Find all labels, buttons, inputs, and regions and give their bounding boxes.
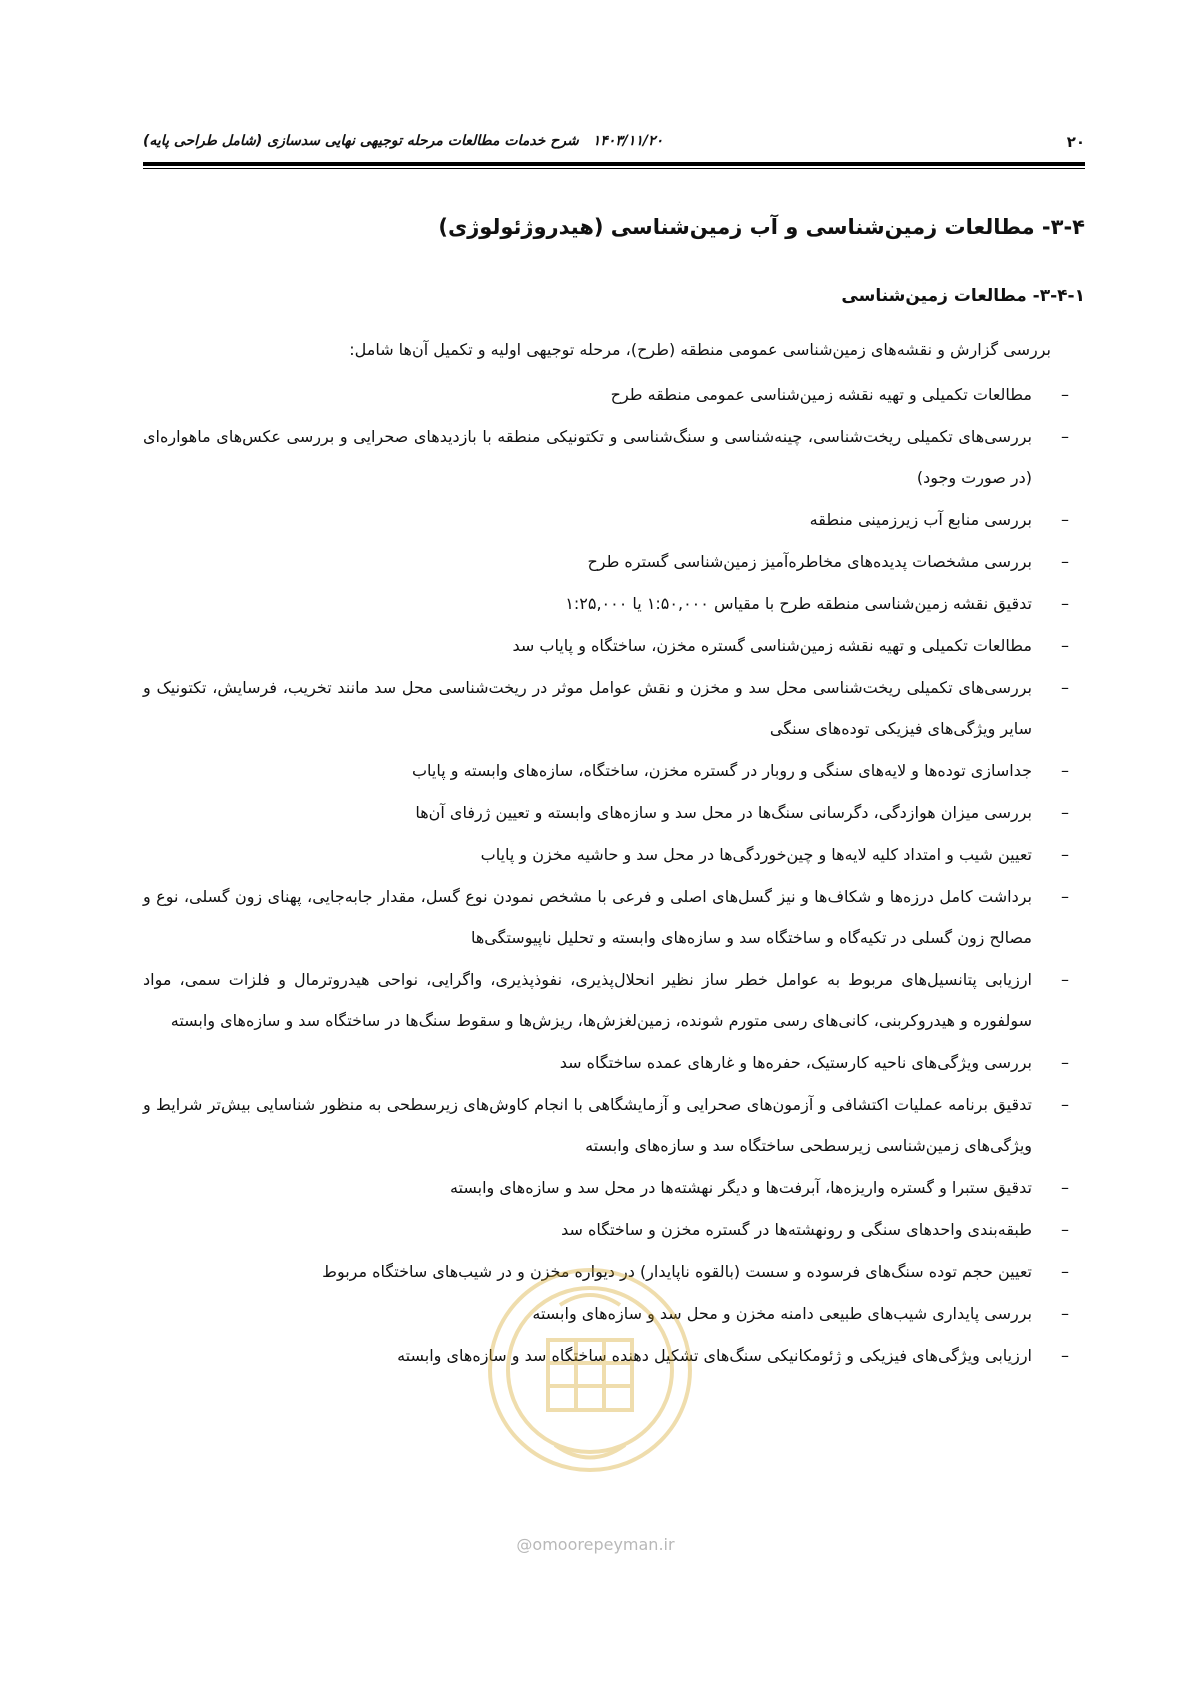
list-item: [143, 1335, 1085, 1376]
header-date: ۱۴۰۳/۱۱/۲۰: [592, 133, 664, 149]
list-item: [143, 834, 1085, 875]
requirement-list: [143, 374, 1085, 1376]
dash-bullet-icon: –: [1061, 1346, 1069, 1365]
list-item-text: تدقیق نقشه زمین‌شناسی منطقه طرح با مقیاس ۱:۵۰,۰۰۰ یا ۱:۲۵,۰۰۰: [565, 594, 1032, 613]
header-title-block: [143, 133, 663, 149]
page-number: ۲۰: [1066, 133, 1085, 151]
dash-bullet-icon: –: [1061, 1220, 1069, 1239]
header-rule-thin: [143, 168, 1085, 169]
list-item-text: تعیین شیب و امتداد کلیه لایه‌ها و چین‌خوردگی‌ها در محل سد و حاشیه مخزن و پایاب: [480, 845, 1032, 864]
list-item-text: بررسی‌های تکمیلی ریخت‌شناسی محل سد و مخزن و نقش عوامل موثر در ریخت‌شناسی محل سد مانند تخریب، فرسایش، تکتونیک و سایر ویژگی‌های فیزیکی توده‌های سنگی: [143, 678, 1032, 738]
list-item: [143, 499, 1085, 540]
subsection-heading: ۳-۴-۱- مطالعات زمین‌شناسی: [841, 286, 1085, 306]
dash-bullet-icon: –: [1061, 845, 1069, 864]
list-item-text: تدقیق برنامه عملیات اکتشافی و آزمون‌های صحرایی و آزمایشگاهی با انجام کاوش‌های زیرسطحی به منظور شناسایی بیش‌تر شرایط و ویژگی‌های زمین‌شناسی زیرسطحی ساختگاه سد و سازه‌های وابسته: [143, 1095, 1032, 1155]
dash-bullet-icon: –: [1061, 761, 1069, 780]
dash-bullet-icon: –: [1061, 1178, 1069, 1197]
list-item: [143, 374, 1085, 415]
list-item: [143, 750, 1085, 791]
list-item: [143, 1293, 1085, 1334]
list-item: [143, 625, 1085, 666]
list-item-text: بررسی مشخصات پدیده‌های مخاطره‌آمیز زمین‌شناسی گستره طرح: [587, 552, 1032, 571]
dash-bullet-icon: –: [1061, 385, 1069, 404]
header-title: شرح خدمات مطالعات مرحله توجیهی نهایی سدسازی (شامل طراحی پایه): [143, 133, 579, 149]
list-item: [143, 1251, 1085, 1292]
list-item: [143, 959, 1085, 1041]
dash-bullet-icon: –: [1061, 678, 1069, 697]
list-item-text: جداسازی توده‌ها و لایه‌های سنگی و روبار در گستره مخزن، ساختگاه، سازه‌های وابسته و پایاب: [411, 761, 1032, 780]
page-header: [143, 133, 1085, 155]
list-item: [143, 1209, 1085, 1250]
list-item-text: مطالعات تکمیلی و تهیه نقشه زمین‌شناسی گستره مخزن، ساختگاه و پایاب سد: [512, 636, 1032, 655]
list-item-text: بررسی منابع آب زیرزمینی منطقه: [809, 510, 1032, 529]
dash-bullet-icon: –: [1061, 552, 1069, 571]
watermark-text: @omoorepeyman.ir: [516, 1535, 675, 1554]
list-item-text: ارزیابی پتانسیل‌های مربوط به عوامل خطر ساز نظیر انحلال‌پذیری، نفوذپذیری، واگرایی، نواحی هیدروترمال و فلزات سمی، مواد سولفوره و هیدروکربنی، کانی‌های رسی متورم شونده، زمین‌لغزش‌ها، ریزش‌ها و سقوط سنگ‌ها در ساختگاه سد و سازه‌های وابسته: [143, 970, 1032, 1030]
list-item-text: مطالعات تکمیلی و تهیه نقشه زمین‌شناسی عمومی منطقه طرح: [610, 385, 1032, 404]
list-item: [143, 583, 1085, 624]
list-item: [143, 541, 1085, 582]
list-item: [143, 876, 1085, 958]
list-item-text: برداشت کامل درزه‌ها و شکاف‌ها و نیز گسل‌های اصلی و فرعی با مشخص نمودن نوع گسل، مقدار جابه‌جایی، پهنای زون گسلی، نوع و مصالح زون گسلی در تکیه‌گاه و ساختگاه سد و سازه‌های وابسته و تحلیل ناپیوستگی‌ها: [143, 887, 1032, 947]
list-item: [143, 667, 1085, 749]
list-item: [143, 1084, 1085, 1166]
list-item-text: بررسی‌های تکمیلی ریخت‌شناسی، چینه‌شناسی و سنگ‌شناسی و تکتونیکی منطقه با بازدیدهای صحرایی و بررسی عکس‌های ماهواره‌ای (در صورت وجود): [143, 427, 1032, 487]
section-heading: ۳-۴- مطالعات زمین‌شناسی و آب زمین‌شناسی (هیدروژئولوژی): [438, 215, 1085, 239]
list-item-text: طبقه‌بندی واحدهای سنگی و رونهشته‌ها در گستره مخزن و ساختگاه سد: [561, 1220, 1032, 1239]
dash-bullet-icon: –: [1061, 636, 1069, 655]
dash-bullet-icon: –: [1061, 1262, 1069, 1281]
dash-bullet-icon: –: [1061, 594, 1069, 613]
dash-bullet-icon: –: [1061, 1304, 1069, 1323]
list-item-text: بررسی میزان هوازدگی، دگرسانی سنگ‌ها در محل سد و سازه‌های وابسته و تعیین ژرفای آن‌ها: [415, 803, 1032, 822]
dash-bullet-icon: –: [1061, 970, 1069, 989]
dash-bullet-icon: –: [1061, 1053, 1069, 1072]
document-body: [143, 212, 1085, 1377]
list-item-text: بررسی ویژگی‌های ناحیه کارستیک، حفره‌ها و غارهای عمده ساختگاه سد: [559, 1053, 1032, 1072]
list-item: [143, 792, 1085, 833]
dash-bullet-icon: –: [1061, 1095, 1069, 1114]
dash-bullet-icon: –: [1061, 803, 1069, 822]
dash-bullet-icon: –: [1061, 427, 1069, 446]
list-item-text: ارزیابی ویژگی‌های فیزیکی و ژئومکانیکی سنگ‌های تشکیل دهنده ساختگاه سد و سازه‌های وابسته: [397, 1346, 1032, 1365]
list-item: [143, 416, 1085, 498]
intro-paragraph: بررسی گزارش و نقشه‌های زمین‌شناسی عمومی منطقه (طرح)، مرحله توجیهی اولیه و تکمیل آن‌ها شامل:: [349, 340, 1051, 359]
header-rule-thick: [143, 162, 1085, 166]
list-item-text: تعیین حجم توده سنگ‌های فرسوده و سست (بالقوه ناپایدار) در دیواره مخزن و در شیب‌های ساختگاه مربوط: [322, 1262, 1032, 1281]
dash-bullet-icon: –: [1061, 510, 1069, 529]
list-item: [143, 1042, 1085, 1083]
dash-bullet-icon: –: [1061, 887, 1069, 906]
list-item-text: بررسی پایداری شیب‌های طبیعی دامنه مخزن و محل سد و سازه‌های وابسته: [532, 1304, 1032, 1323]
list-item-text: تدقیق ستبرا و گستره واریزه‌ها، آبرفت‌ها و دیگر نهشته‌ها در محل سد و سازه‌های وابسته: [449, 1178, 1032, 1197]
list-item: [143, 1167, 1085, 1208]
